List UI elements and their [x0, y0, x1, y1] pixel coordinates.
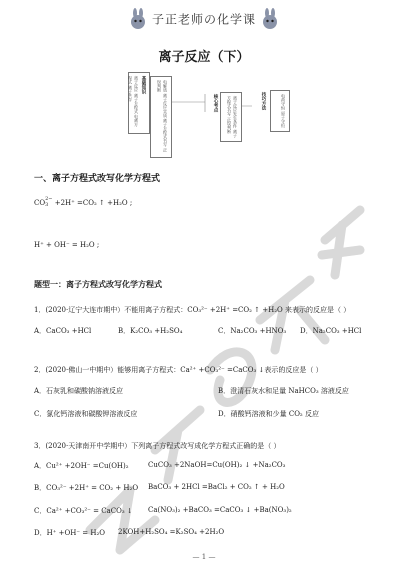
mind-map-col5-heading: 技巧方法: [261, 92, 266, 110]
question-3-option-b-label: B．CO₃²⁻ +2H⁺ = CO₂ + H₂O: [34, 484, 139, 492]
equation-2: H⁺ + OH⁻ = H₂O ;: [34, 241, 100, 249]
brand-text: 子正老师の化学课: [151, 12, 256, 27]
question-2-option-b: B．澄清石灰水和足量 NaHCO₃ 溶液反应: [218, 387, 349, 395]
mind-map-col1-text: 离子反应 离子方程式 电离方程式 离子共存: [128, 76, 139, 127]
question-1-stem: 1．(2020·辽宁大连市期中）不能用离子方程式：CO₃²⁻ +2H⁺ =CO₂ ↑ +H₂O 来表示的反应是（ ）: [34, 306, 351, 314]
bunny-right-icon: [261, 8, 279, 30]
question-3-option-b-equation: BaCO₃ + 2HCl =BaCl₂ + CO₂ ↑ + H₂O: [148, 483, 285, 491]
mind-map-col3-heading: 核心考点: [213, 94, 218, 112]
mind-map-col1-heading: 基础知识: [141, 76, 146, 94]
mind-map-col1: [128, 72, 150, 134]
equation-1: CO 2− 3 +2H⁺ =CO₂ ↑ +H₂O ;: [34, 196, 133, 208]
page-title: 离子反应（下）: [158, 50, 250, 65]
page-number: — 1 —: [192, 553, 216, 561]
mind-map-col3: [206, 92, 220, 120]
mind-map-col6: [270, 90, 290, 132]
question-3-stem: 3．(2020·天津南开中学期中）下列离子方程式改写成化学方程式正确的是（ ）: [34, 442, 281, 450]
question-2-option-a: A．石灰乳和碳酸钠溶液反应: [34, 387, 124, 395]
mind-map-col5: [254, 90, 268, 126]
question-3-option-a-equation: CuCO₃ +2NaOH=Cu(OH)₂ ↓ +Na₂CO₃: [148, 461, 286, 469]
question-1-option-c: C．Na₂CO₃ +HNO₃: [218, 327, 287, 335]
question-3-option-d-label: D．H⁺ +OH⁻ = H₂O: [34, 529, 106, 537]
question-3-option-d-equation: 2KOH+H₂SO₄ =K₂SO₄ +2H₂O: [118, 528, 225, 536]
question-1-option-b: B．K₂CO₃ +H₂SO₄: [118, 327, 183, 335]
mind-map-col4-text: 离子反应发生条件 离子方程式书写 正误判断: [227, 96, 238, 138]
question-1-option-a: A．CaCO₃ +HCl: [34, 327, 92, 335]
mind-map-col2-text: 电解质 离子反应实质 离子方程式书写 正误判断: [157, 80, 168, 152]
question-2-option-c: C．氯化钙溶液和碳酸钾溶液反应: [34, 410, 138, 418]
question-3-option-c-equation: Ca(NO₃)₂ +BaCO₃ =CaCO₃ ↓ +Ba(NO₃)₂: [148, 506, 292, 514]
question-2-option-d: D．硝酸钙溶液和少量 CO₂ 反应: [218, 410, 319, 418]
mind-map-col2: [150, 76, 172, 158]
mind-map: [120, 72, 292, 164]
brand-header: [0, 8, 408, 30]
section-heading-1: 一、离子方程式改写化学方程式: [34, 174, 161, 184]
question-3-option-c-label: C．Ca²⁺ +CO₃²⁻ = CaCO₃ ↓: [34, 507, 133, 515]
section-heading-2: 题型一：离子方程式改写化学方程式: [34, 280, 162, 289]
bunny-left-icon: [129, 8, 147, 30]
mind-map-col4: [220, 92, 242, 142]
mind-map-col6-text: 电荷守恒 原子守恒: [281, 94, 286, 128]
question-2-stem: 2．(2020·佛山一中期中）能够用离子方程式：Ca²⁺ +CO₃²⁻ =CaCO₃ ↓表示的反应是（ ）: [34, 366, 323, 374]
question-1-option-d: D．Na₂CO₃ +HCl: [300, 327, 362, 335]
question-3-option-a-label: A．Cu²⁺ +2OH⁻ =Cu(OH)₂: [34, 462, 129, 470]
